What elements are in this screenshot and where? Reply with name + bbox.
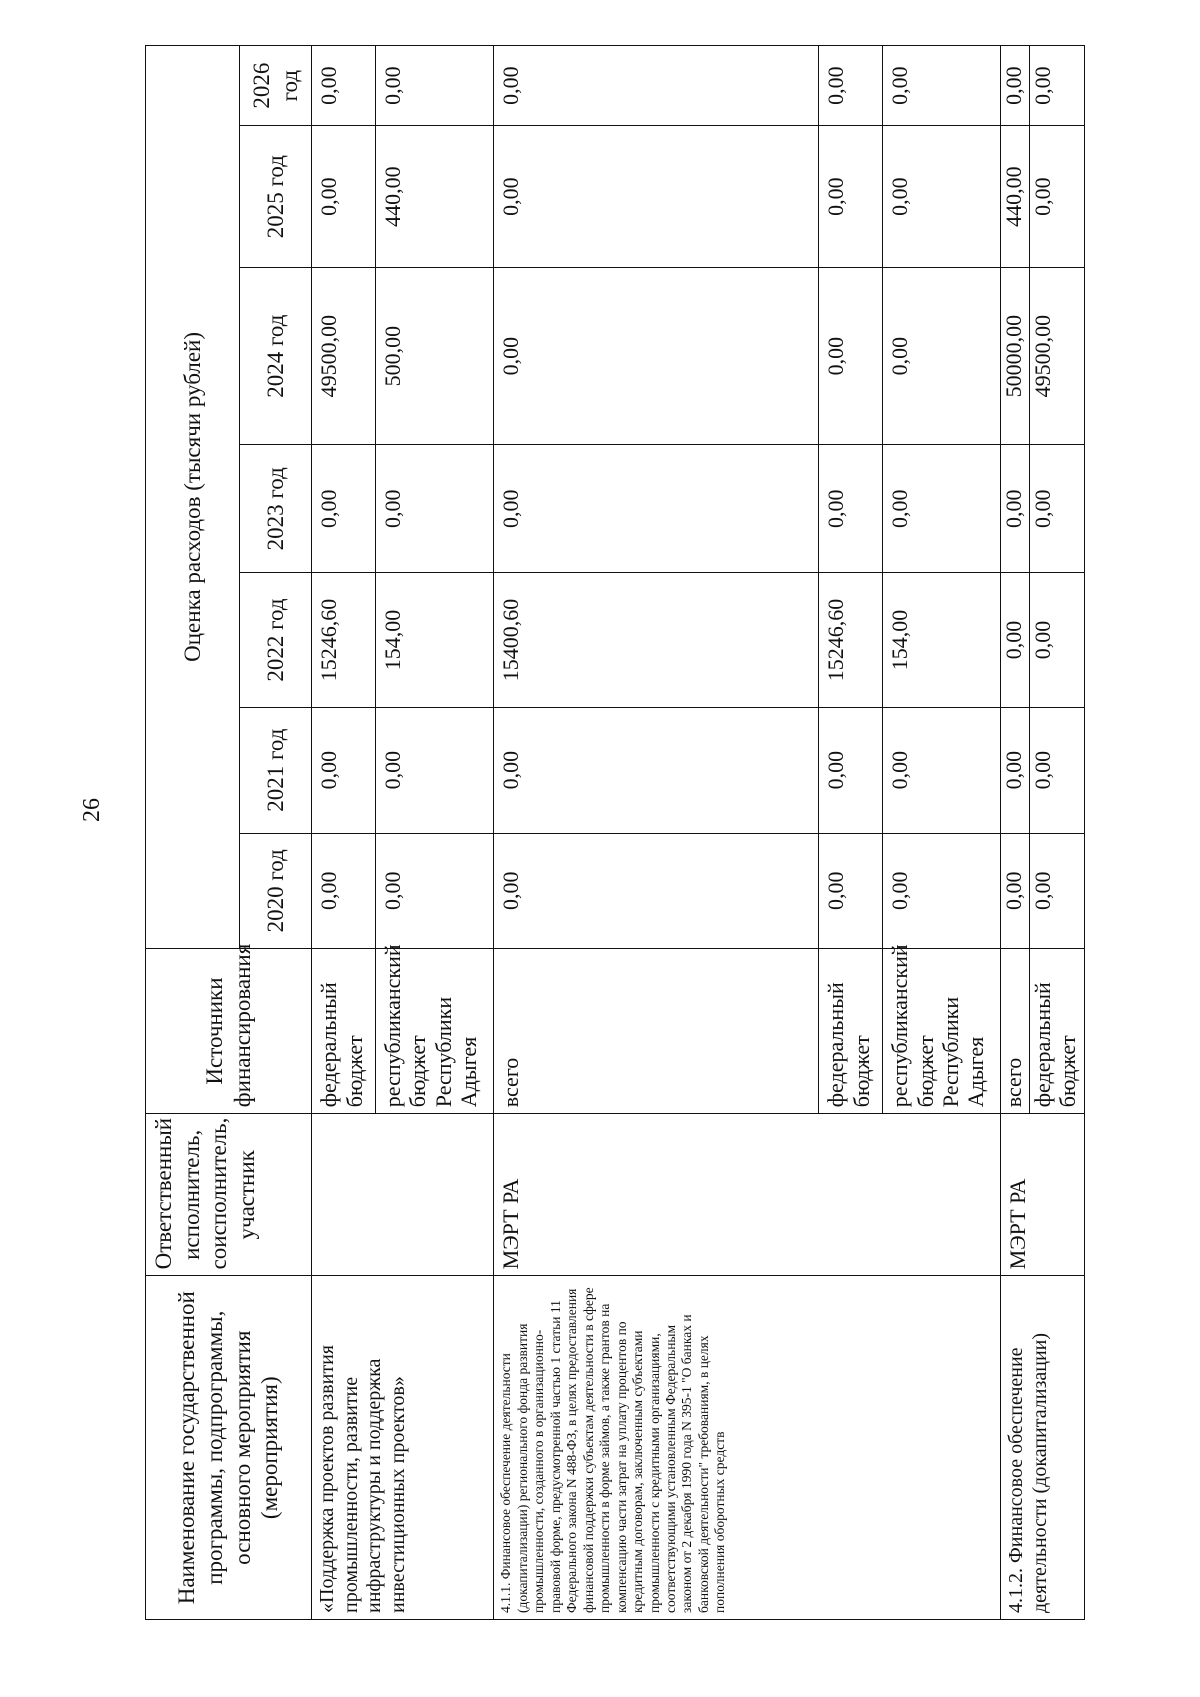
value-cell: 0,00 — [819, 126, 883, 268]
value-cell: 0,00 — [1001, 833, 1029, 948]
value-cell: 0,00 — [376, 833, 494, 948]
value-cell: 0,00 — [883, 707, 1001, 833]
value-cell: 0,00 — [1029, 126, 1084, 268]
value-cell: 0,00 — [883, 46, 1001, 126]
value-cell: 440,00 — [1001, 126, 1029, 268]
header-year: 2022 год — [240, 573, 312, 707]
value-cell: 0,00 — [312, 46, 376, 126]
value-cell: 0,00 — [376, 707, 494, 833]
row-executor: МЭРТ РА — [1001, 1114, 1085, 1276]
row-source: федеральный бюджет — [312, 948, 376, 1113]
value-cell: 0,00 — [494, 126, 819, 268]
value-cell: 49500,00 — [1029, 268, 1084, 445]
value-cell: 0,00 — [312, 126, 376, 268]
header-year: 2023 год — [240, 445, 312, 573]
value-cell: 50000,00 — [1001, 268, 1029, 445]
header-name: Наименование государственной программы, подпрограммы, основного мероприятия (мероприятия) — [146, 1276, 312, 1620]
value-cell: 0,00 — [1029, 833, 1084, 948]
value-cell: 0,00 — [1029, 445, 1084, 573]
value-cell: 0,00 — [819, 833, 883, 948]
value-cell: 0,00 — [312, 833, 376, 948]
value-cell: 0,00 — [819, 445, 883, 573]
value-cell: 15246,60 — [312, 573, 376, 707]
table-row — [312, 46, 376, 1620]
header-executor: Ответственный исполнитель, соисполнитель, участник — [146, 1114, 312, 1276]
value-cell: 15246,60 — [819, 573, 883, 707]
row-source: всего — [494, 948, 819, 1113]
value-cell: 0,00 — [312, 707, 376, 833]
row-source: республиканский бюджет Республики Адыгея — [883, 948, 1001, 1113]
value-cell: 440,00 — [376, 126, 494, 268]
value-cell: 0,00 — [1001, 707, 1029, 833]
row-source: федеральный бюджет — [819, 948, 883, 1113]
table-row — [494, 46, 819, 1620]
expenditure-table — [145, 45, 1085, 1620]
row-name: «Поддержка проектов развития промышленности, развитие инфраструктуры и поддержка инвестиционных проектов» — [312, 1276, 494, 1620]
value-cell: 0,00 — [819, 268, 883, 445]
row-source: федеральный бюджет — [1029, 948, 1084, 1113]
header-sources: Источники финансирования — [146, 948, 312, 1113]
value-cell: 0,00 — [1029, 707, 1084, 833]
row-source: всего — [1001, 948, 1029, 1113]
value-cell: 0,00 — [1001, 573, 1029, 707]
value-cell: 0,00 — [494, 707, 819, 833]
value-cell: 0,00 — [883, 126, 1001, 268]
value-cell: 0,00 — [312, 445, 376, 573]
header-costs: Оценка расходов (тысячи рублей) — [146, 46, 240, 949]
header-year: 2026 год — [240, 46, 312, 126]
header-year: 2020 год — [240, 833, 312, 948]
header-year: 2021 год — [240, 707, 312, 833]
rotated-table-container — [145, 45, 1085, 1620]
row-source: республиканский бюджет Республики Адыгея — [376, 948, 494, 1113]
value-cell: 154,00 — [376, 573, 494, 707]
table-row — [1001, 46, 1029, 1620]
header-year: 2024 год — [240, 268, 312, 445]
value-cell: 0,00 — [819, 46, 883, 126]
value-cell: 0,00 — [494, 833, 819, 948]
value-cell: 500,00 — [376, 268, 494, 445]
value-cell: 0,00 — [1001, 445, 1029, 573]
value-cell: 0,00 — [883, 833, 1001, 948]
value-cell: 0,00 — [1029, 46, 1084, 126]
value-cell: 49500,00 — [312, 268, 376, 445]
row-name: 4.1.2. Финансовое обеспечение деятельности (докапитализации) — [1001, 1276, 1085, 1620]
page-number: 26 — [79, 798, 105, 822]
value-cell: 0,00 — [1001, 46, 1029, 126]
value-cell: 0,00 — [494, 268, 819, 445]
value-cell: 0,00 — [376, 46, 494, 126]
value-cell: 0,00 — [376, 445, 494, 573]
value-cell: 154,00 — [883, 573, 1001, 707]
header-year: 2025 год — [240, 126, 312, 268]
value-cell: 0,00 — [883, 268, 1001, 445]
value-cell: 0,00 — [1029, 573, 1084, 707]
row-executor: МЭРТ РА — [494, 1114, 1001, 1276]
row-executor — [312, 1114, 494, 1276]
value-cell: 0,00 — [819, 707, 883, 833]
value-cell: 0,00 — [494, 46, 819, 126]
row-name: 4.1.1. Финансовое обеспечение деятельности (докапитализации) регионального фонда развития промышленности, созданного в организационно-правовой форме, предусмотренной частью 1 статьи 11 Федерального закона N 488-ФЗ, в целях предоставления финансовой поддержки субъектам деятельности в сфере промышленности в форме займов, а также грантов на компенсацию части затрат на уплату процентов по кредитным договорам, заключенным субъектами промышленности с кредитными организациями, соответствующими установленным Федеральным законом от 2 декабря 1990 года N 395-1 "О банках и банковской деятельности" требованиям, в целях пополнения оборотных средств — [494, 1276, 1001, 1620]
value-cell: 0,00 — [494, 445, 819, 573]
value-cell: 15400,60 — [494, 573, 819, 707]
value-cell: 0,00 — [883, 445, 1001, 573]
